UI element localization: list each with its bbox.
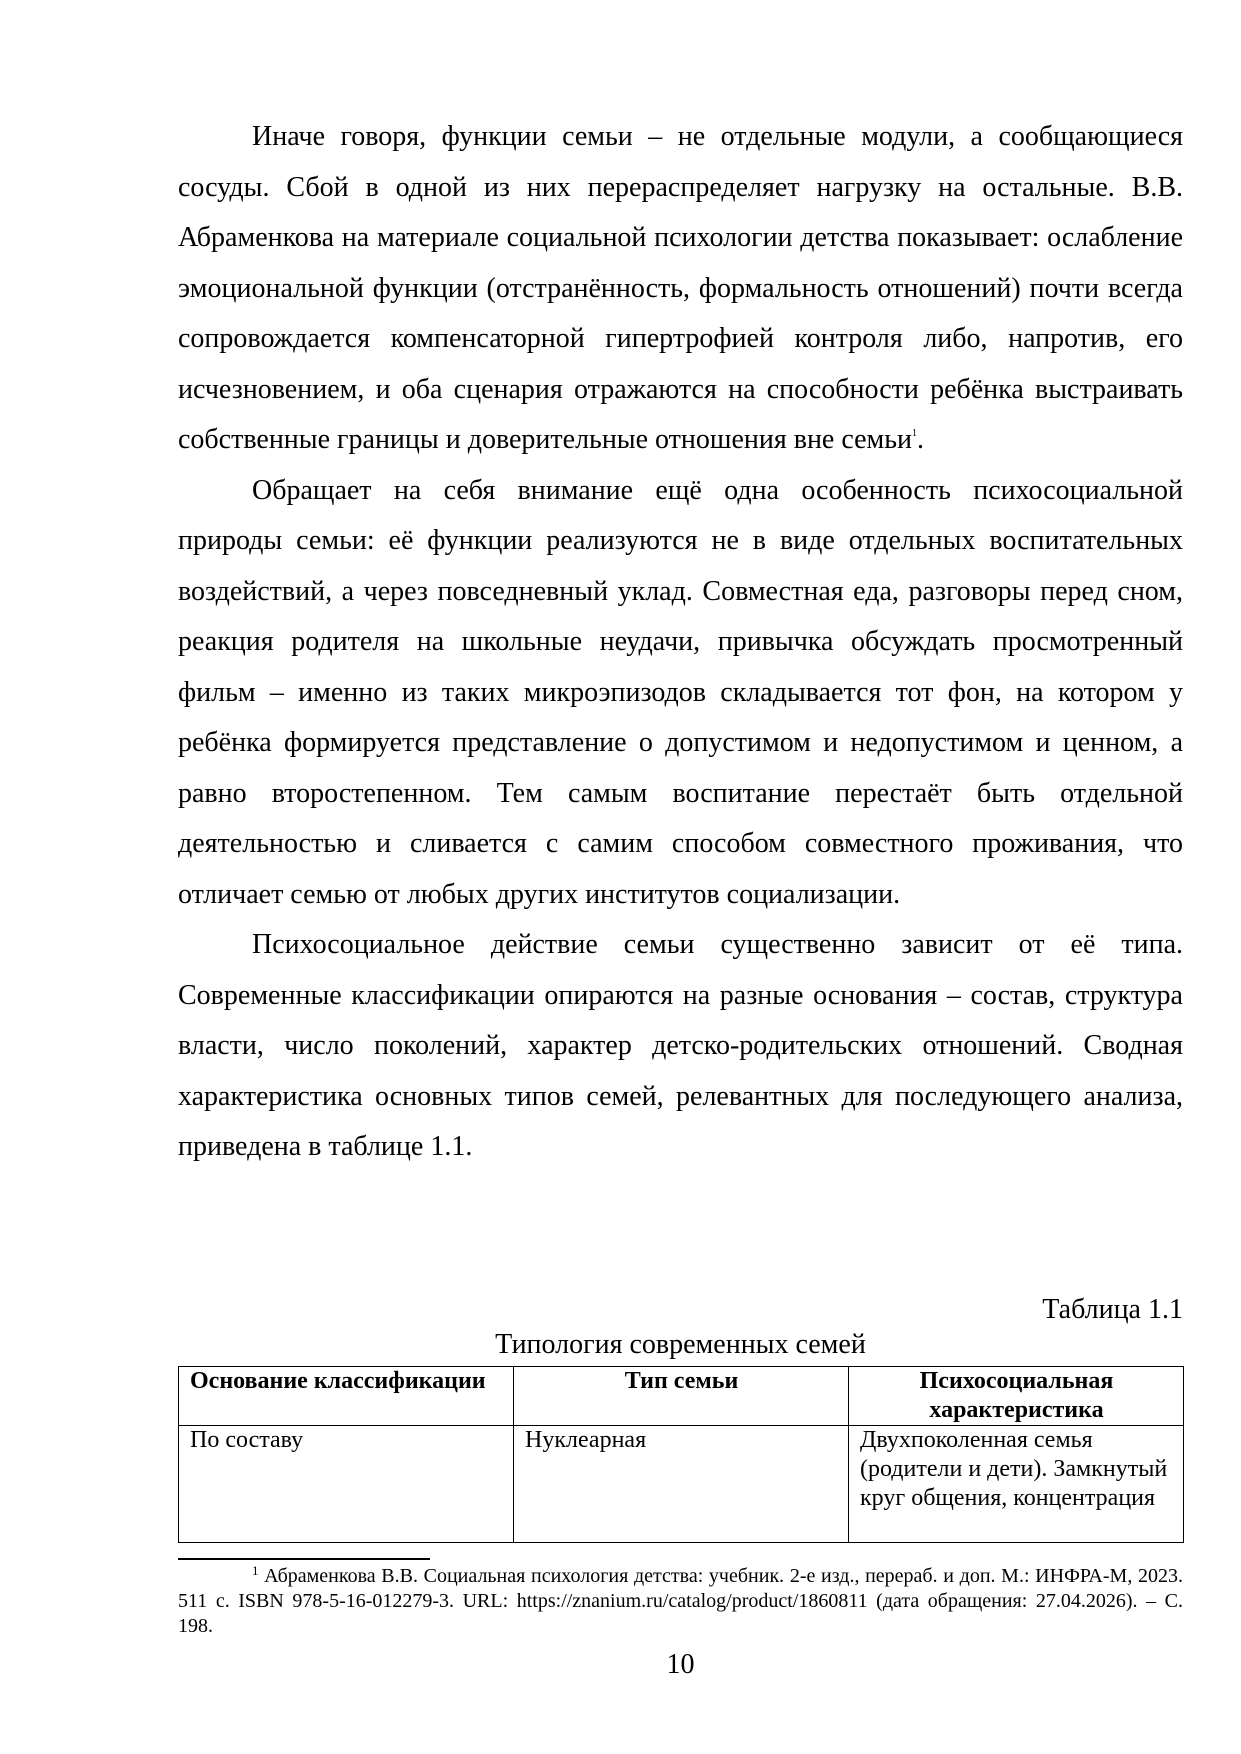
paragraph: Психосоциальное действие семьи существенно зависит от её типа. Современные классификации опираются на разные основания – состав, структура власти, число поколений, характер детско-родительских отношений. Сводная характеристика основных типов семей, релевантных для последующего анализа, приведена в таблице 1.1. [178, 929, 1183, 1162]
footnote-text: Абраменкова В.В. Социальная психология детства: учебник. 2-е изд., перераб. и доп. М.: ИНФРА-М, 2023. 511 с. ISBN 978-5-16-012279-3. URL: https://znanium.ru/catalog/product/1860811 (дата обращения: 27.04.2026). – С. 198. [178, 1565, 1183, 1637]
paragraph [178, 112, 1183, 466]
table-header-row [179, 1367, 1184, 1426]
table-cell: Нуклеарная [514, 1426, 849, 1543]
typology-table [178, 1366, 1184, 1543]
paragraph: Обращает на себя внимание ещё одна особенность психосоциальной природы семьи: её функции реализуются не в виде отдельных воспитательных воздействий, а через повседневный уклад. Совместная еда, разговоры перед сном, реакция родителя на школьные неудачи, привычка обсуждать просмотренный фильм – именно из таких микроэпизодов складывается тот фон, на котором у ребёнка формируется представление о допустимом и недопустимом и ценном, а равно второстепенном. Тем самым воспитание перестаёт быть отдельной деятельностью и сливается с самим способом совместного проживания, что отличает семью от любых других институтов социализации. [178, 474, 1183, 910]
table-cell: По составу [179, 1426, 514, 1543]
page-number: 10 [666, 1649, 695, 1680]
body-text [178, 112, 1183, 1173]
footnote-mark: 1 [252, 1563, 259, 1578]
table-row [179, 1426, 1184, 1543]
paragraph-text: Иначе говоря, функции семьи – не отдельные модули, а сообщающиеся сосуды. Сбой в одной из них перераспределяет нагрузку на остальные. В.В. Абраменкова на материале социальной психологии детства показывает: ослабление эмоциональной функции (отстранённость, формальность отношений) почти всегда сопровождается компенсаторной гипертрофией контроля либо, напротив, его исчезновением, и оба сценария отражаются на способности ребёнка выстраивать собственные границы и доверительные отношения вне семьи [178, 121, 1183, 455]
table-number: Таблица 1.1 [1042, 1294, 1183, 1325]
footnote [178, 1564, 1183, 1639]
column-header-characteristic: Психосоциальная характеристика [849, 1367, 1184, 1426]
table-title: Типология современных семей [495, 1329, 866, 1360]
column-header-family-type: Тип семьи [514, 1367, 849, 1426]
paragraph-tail: . [917, 424, 925, 455]
footnote-separator [178, 1558, 430, 1560]
footnote-reference[interactable]: 1 [912, 428, 918, 439]
table-cell: Двухпоколенная семья (родители и дети). Замкнутый круг общения, концентрация [849, 1426, 1184, 1543]
column-header-basis: Основание классификации [179, 1367, 514, 1426]
